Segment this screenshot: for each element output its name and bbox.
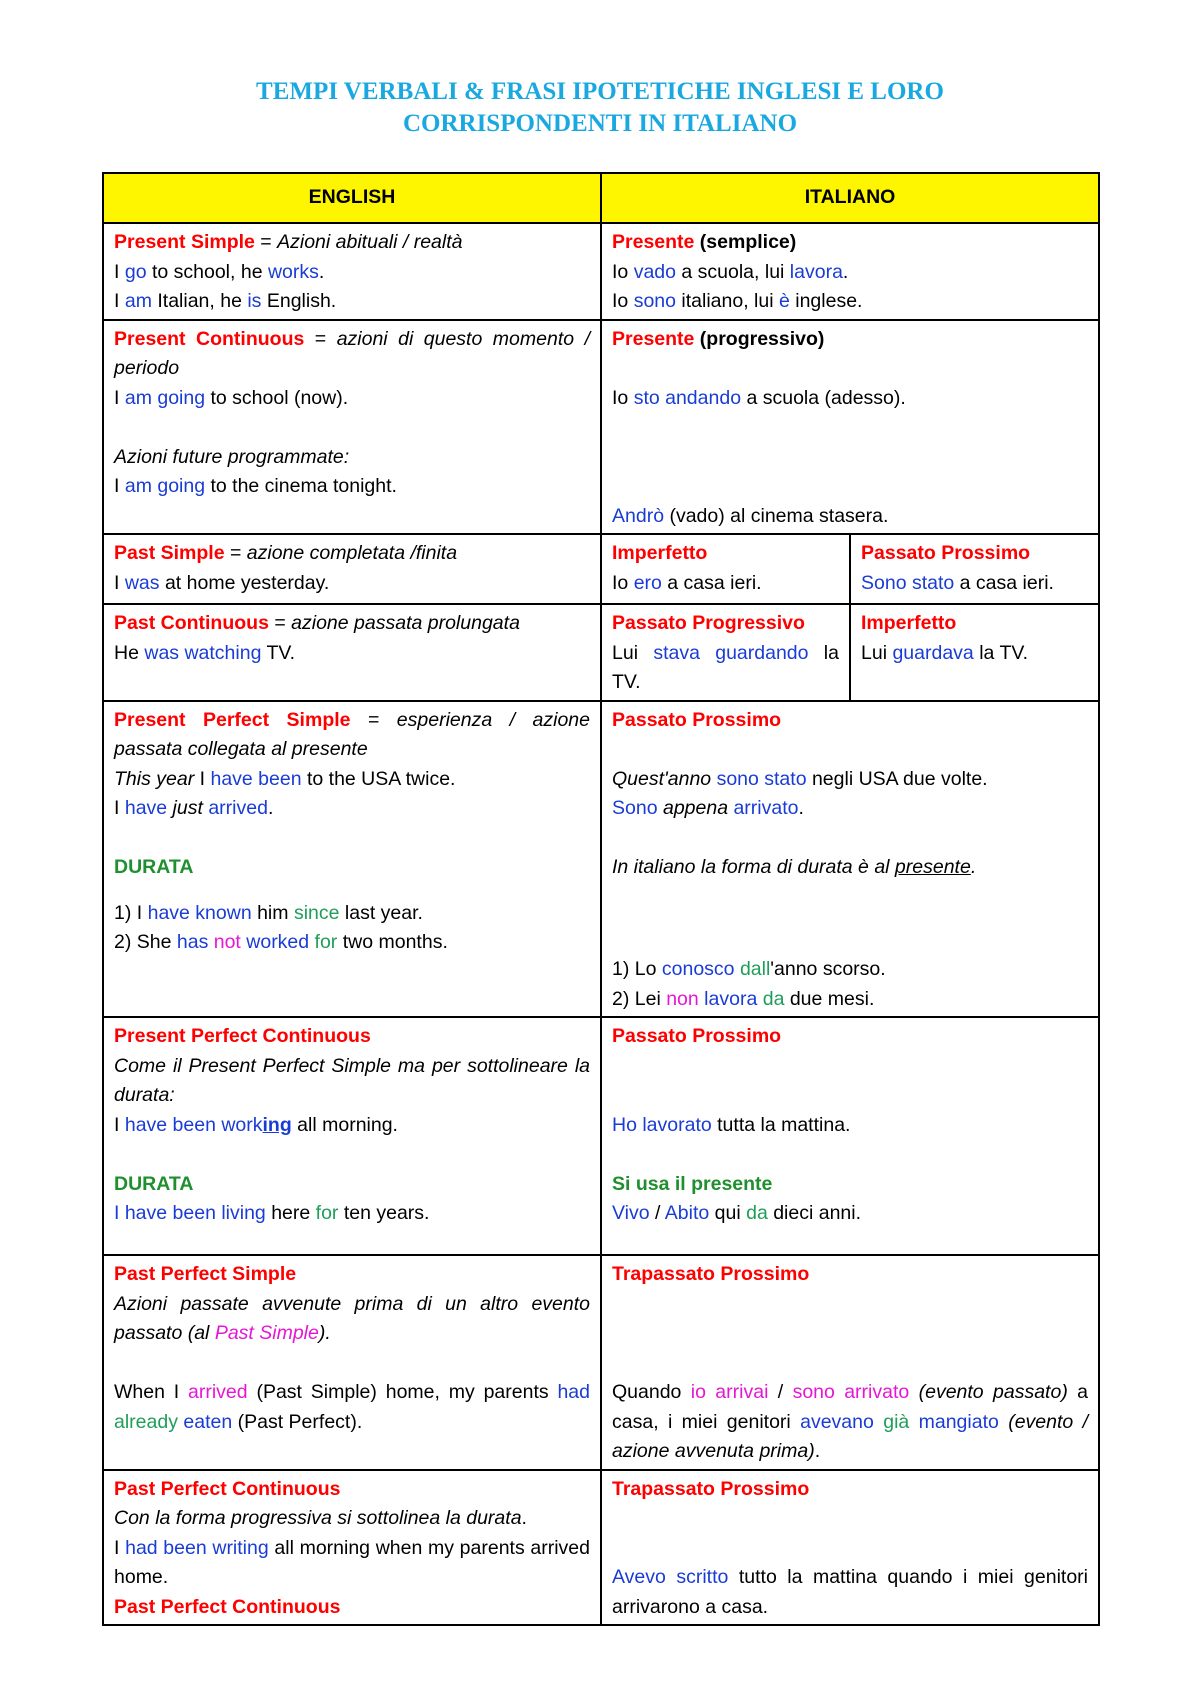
tense-name: Passato Prossimo [861, 542, 1031, 564]
page-title [0, 76, 1200, 140]
table-row [103, 320, 1099, 535]
cell-past-continuous-it-2: Imperfetto Lui guardava la TV. [850, 604, 1099, 701]
cell-present-perfect-continuous-it: Passato Prossimo Ho lavorato tutta la mattina. Si usa il presente Vivo / Abito qui da dieci anni. [601, 1017, 1099, 1255]
tense-name: Past Continuous [114, 612, 269, 634]
cell-past-perfect-en: Past Perfect Simple Azioni passate avvenute prima di un altro evento passato (al Past Simple). When I arrived (Past Simple) home, my parents had already eaten (Past Perfect). [103, 1255, 601, 1470]
tense-name-repeat: Past Perfect Continuous [114, 1595, 341, 1618]
title-line-2: CORRISPONDENTI IN ITALIANO [402, 110, 798, 137]
cell-past-perfect-continuous-en: Past Perfect Continuous Con la forma progressiva si sottolinea la durata. I had been writing all morning when my parents arrived home. Past Perfect Continuous [103, 1470, 601, 1626]
durata-label: DURATA [114, 856, 194, 878]
tense-name: Imperfetto [612, 542, 708, 564]
tense-name: Past Simple [114, 542, 225, 564]
cell-past-continuous-it-1: Passato Progressivo Lui stava guardando la TV. [601, 604, 850, 701]
table-row [103, 1017, 1099, 1255]
tense-name: Past Perfect Simple [114, 1263, 297, 1285]
cell-past-continuous-en: Past Continuous = azione passata prolungata He was watching TV. [103, 604, 601, 701]
cell-past-perfect-it: Trapassato Prossimo Quando io arrivai / sono arrivato (evento passato) a casa, i miei genitori avevano già mangiato (evento / azione avvenuta prima). [601, 1255, 1099, 1470]
cell-present-perfect-en: Present Perfect Simple = esperienza / azione passata collegata al presente This year I have been to the USA twice. I have just arrived. DURATA 1) I have known him since last year. 2) She has not worked for two months. [103, 701, 601, 1018]
cell-past-perfect-continuous-it: Trapassato Prossimo Avevo scritto tutto la mattina quando i miei genitori arrivarono a casa. [601, 1470, 1099, 1626]
cell-past-simple-it-1: Imperfetto Io ero a casa ieri. [601, 534, 850, 604]
tense-name: Passato Prossimo [612, 708, 782, 731]
tense-name: Present Continuous [114, 327, 305, 350]
cell-present-perfect-it: Passato Prossimo Quest'anno sono stato negli USA due volte. Sono appena arrivato. In italiano la forma di durata è al presente. 1) Lo conosco dall'anno scorso. 2) Lei non lavora da due mesi. [601, 701, 1099, 1018]
tense-name: Presente [612, 231, 695, 253]
table-row [103, 1255, 1099, 1470]
cell-present-continuous-it: Presente (progressivo) Io sto andando a scuola (adesso). Andrò (vado) al cinema stasera. [601, 320, 1099, 535]
tense-name: Present Simple [114, 231, 255, 253]
tense-name: Passato Prossimo [612, 1025, 782, 1047]
tenses-table [102, 172, 1100, 1626]
header-italiano: ITALIANO [601, 173, 1099, 223]
tense-name: Present Perfect Simple [114, 708, 351, 731]
tense-name: Presente [612, 327, 695, 350]
table-row [103, 223, 1099, 320]
table-row [103, 534, 1099, 604]
table-row [103, 1470, 1099, 1626]
tense-name: Present Perfect Continuous [114, 1025, 371, 1047]
table-row [103, 604, 1099, 701]
table-row [103, 701, 1099, 1018]
cell-past-simple-it-2: Passato Prossimo Sono stato a casa ieri. [850, 534, 1099, 604]
title-line-1: TEMPI VERBALI & FRASI IPOTETICHE INGLESI E LORO [256, 78, 944, 105]
cell-present-simple-it: Presente (semplice) Io vado a scuola, lui lavora. Io sono italiano, lui è inglese. [601, 223, 1099, 320]
table-header-row [103, 173, 1099, 223]
tense-name: Passato Progressivo [612, 612, 805, 634]
tense-name: Trapassato Prossimo [612, 1263, 810, 1285]
tense-name: Trapassato Prossimo [612, 1477, 810, 1500]
cell-present-simple-en: Present Simple = Azioni abituali / realtà I go to school, he works. I am Italian, he is English. [103, 223, 601, 320]
header-english: ENGLISH [103, 173, 601, 223]
tense-name: Past Perfect Continuous [114, 1477, 341, 1500]
cell-past-simple-en: Past Simple = azione completata /finita I was at home yesterday. [103, 534, 601, 604]
tense-name: Imperfetto [861, 612, 957, 634]
cell-present-continuous-en: Present Continuous = azioni di questo momento / periodo I am going to school (now). Azioni future programmate: I am going to the cinema tonight. [103, 320, 601, 535]
cell-present-perfect-continuous-en: Present Perfect Continuous Come il Present Perfect Simple ma per sottolineare la durata: I have been working all morning. DURATA I have been living here for ten years. [103, 1017, 601, 1255]
durata-label: DURATA [114, 1172, 194, 1195]
